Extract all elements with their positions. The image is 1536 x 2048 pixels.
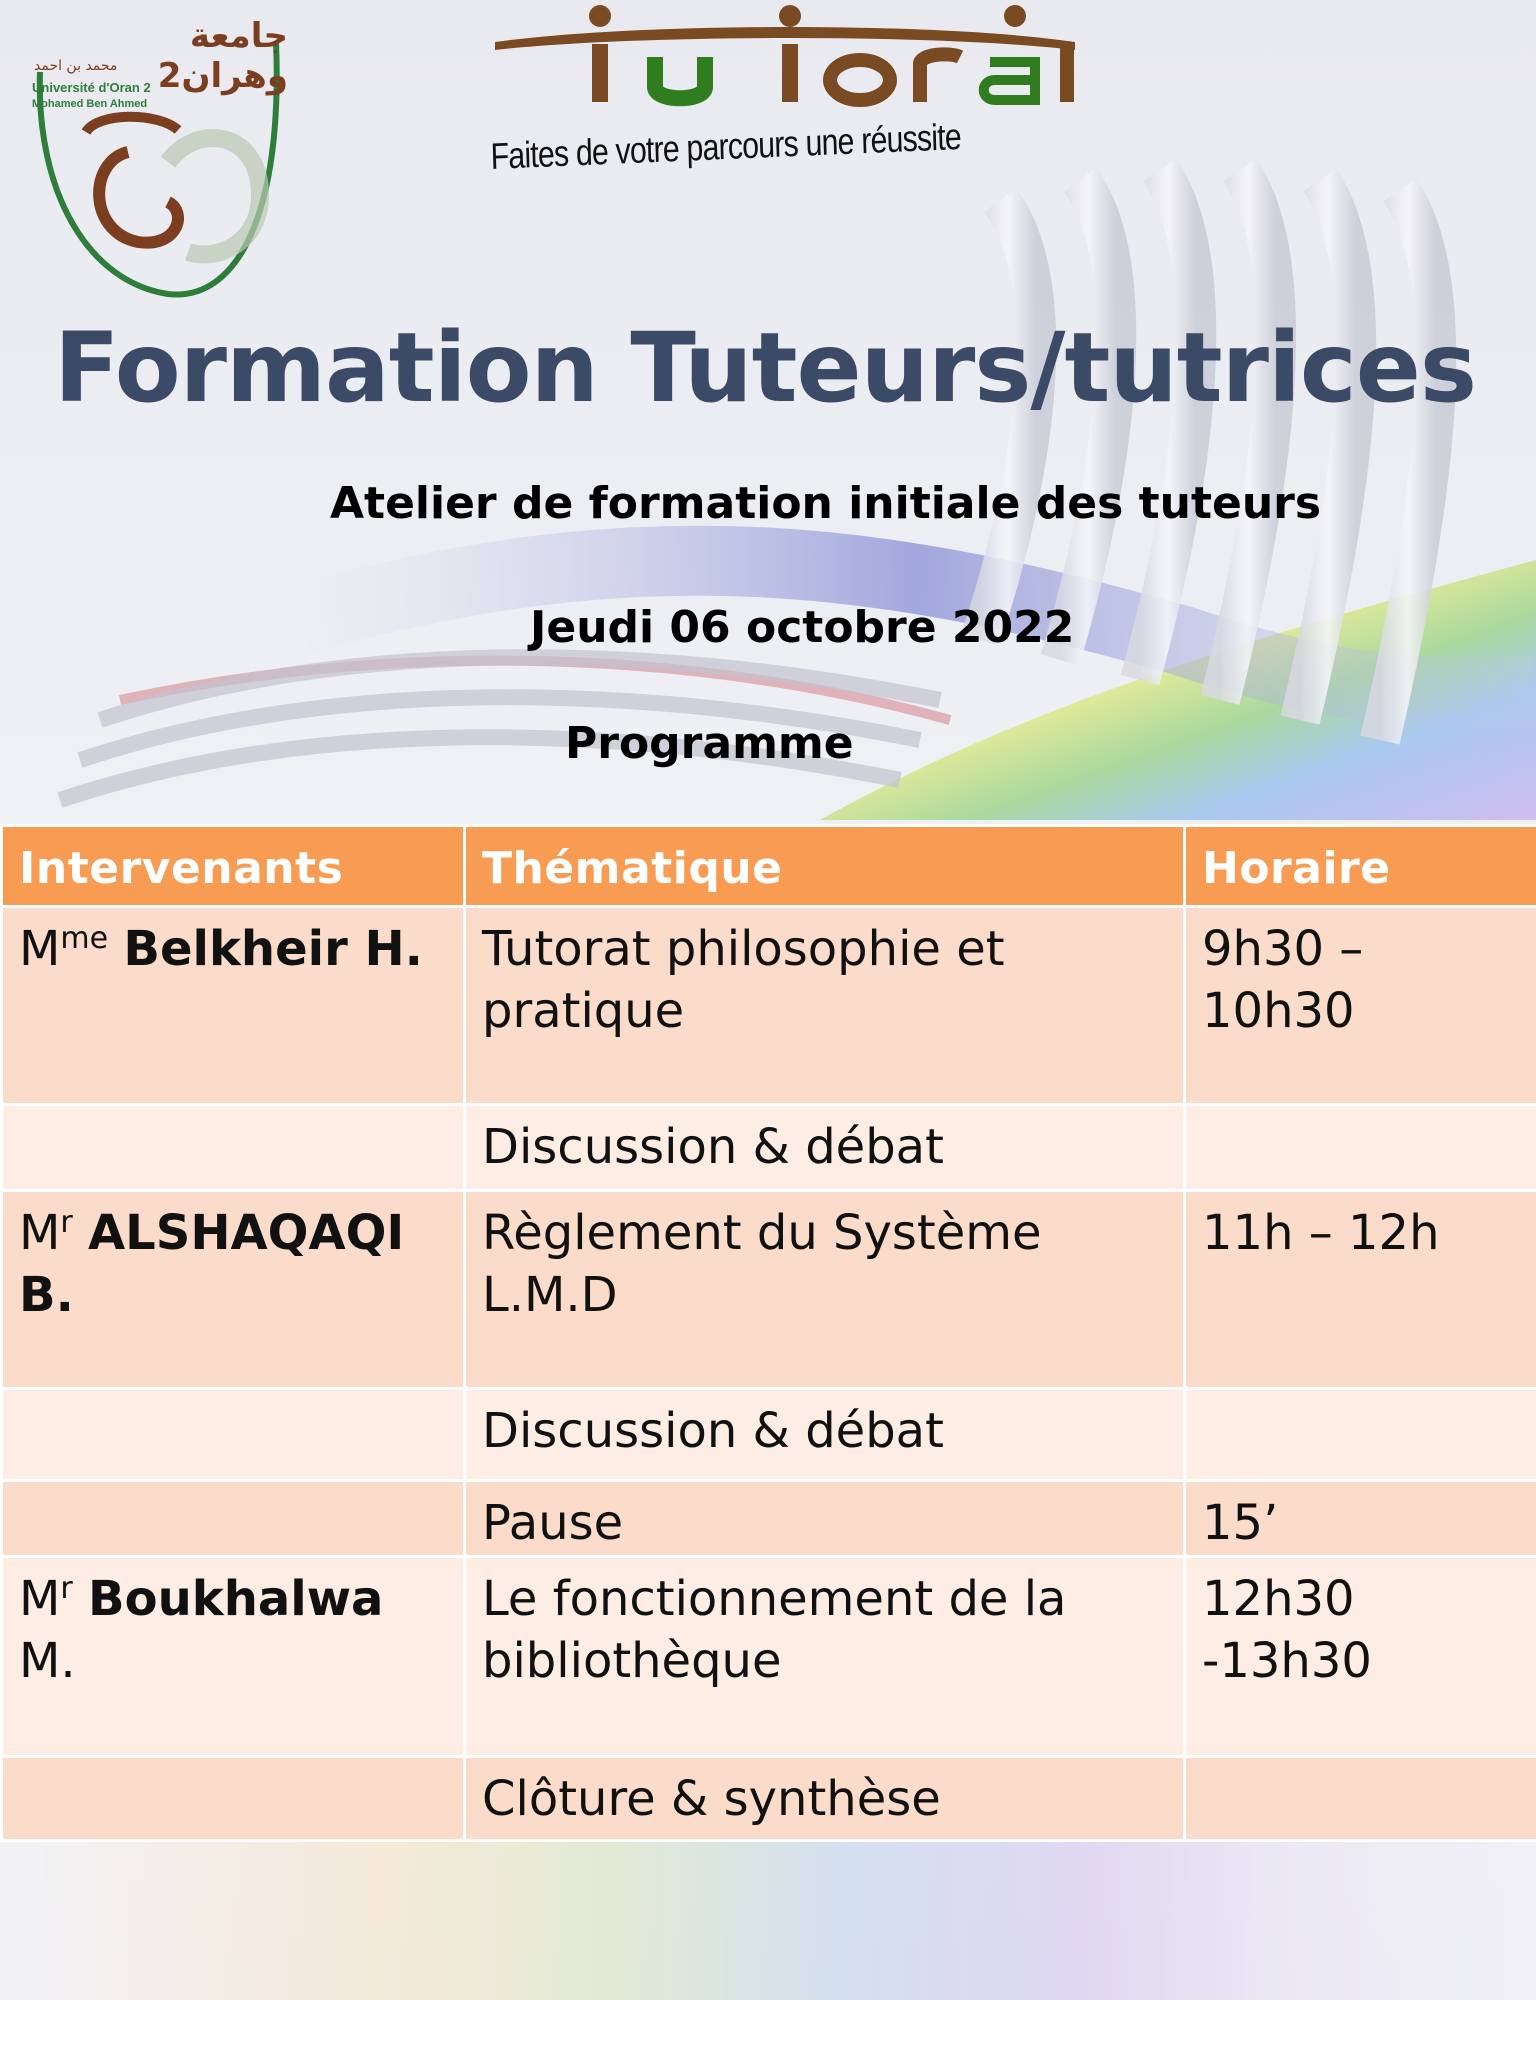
subtitle: Atelier de formation initiale des tuteurs (330, 478, 1322, 529)
speaker-title: M (19, 1571, 61, 1627)
table-row (2, 1105, 1536, 1191)
time-cell (1185, 1757, 1536, 1841)
time-cell (1185, 1105, 1536, 1191)
university-french-name: Université d'Oran 2 (32, 80, 151, 95)
table-row (2, 1557, 1536, 1757)
time-cell: 9h30 – 10h30 (1185, 907, 1536, 1105)
speaker-title: M (19, 921, 61, 977)
column-header-horaire: Horaire (1185, 826, 1536, 907)
time-cell (1185, 1389, 1536, 1481)
university-arabic-sub: محمد بن احمد (34, 58, 118, 74)
speaker-name: ALSHAQAQI B. (19, 1205, 405, 1323)
table-row (2, 1191, 1536, 1389)
bottom-rainbow-band (0, 1836, 1536, 2000)
theme-cell: Clôture & synthèse (465, 1757, 1185, 1841)
theme-cell: Pause (465, 1481, 1185, 1557)
time-cell: 12h30 -13h30 (1185, 1557, 1536, 1757)
theme-cell: Tutorat philosophie et pratique (465, 907, 1185, 1105)
speaker-cell (2, 1557, 465, 1757)
speaker-cell (2, 1105, 465, 1191)
theme-cell: Discussion & débat (465, 1389, 1185, 1481)
speaker-title-sup: r (60, 1205, 73, 1240)
university-arabic-name: جامعة وهران2 (157, 16, 288, 96)
theme-cell: Règlement du Système L.M.D (465, 1191, 1185, 1389)
speaker-name: Boukhalwa (88, 1571, 384, 1627)
speaker-name: Belkheir H. (123, 921, 423, 977)
speaker-cell (2, 1757, 465, 1841)
speaker-cell (2, 1389, 465, 1481)
speaker-cell (2, 1481, 465, 1557)
table-row (2, 907, 1536, 1105)
column-header-thematique: Thématique (465, 826, 1185, 907)
tagline: Faites de votre parcours une réussite (490, 115, 962, 177)
table-row (2, 1757, 1536, 1841)
speaker-title-sup: r (60, 1571, 73, 1606)
theme-cell: Le fonctionnement de la bibliothèque (465, 1557, 1185, 1757)
table-row (2, 1389, 1536, 1481)
speaker-cell (2, 907, 465, 1105)
column-header-intervenants: Intervenants (2, 826, 465, 907)
theme-cell: Discussion & débat (465, 1105, 1185, 1191)
table-header-row (2, 826, 1536, 907)
tutorat-logo (490, 2, 1080, 122)
speaker-name-rest: M. (19, 1633, 76, 1689)
table-row (2, 1481, 1536, 1557)
section-heading: Programme (565, 718, 854, 769)
program-table (0, 824, 1536, 1842)
time-cell: 11h – 12h (1185, 1191, 1536, 1389)
university-french-sub: Mohamed Ben Ahmed (32, 98, 148, 110)
speaker-title: M (19, 1205, 61, 1261)
time-cell: 15’ (1185, 1481, 1536, 1557)
speaker-title-sup: me (60, 921, 109, 956)
speaker-cell (2, 1191, 465, 1389)
university-logo (28, 12, 288, 302)
page-title: Formation Tuteurs/tutrices (54, 312, 1477, 424)
event-date: Jeudi 06 octobre 2022 (530, 602, 1075, 653)
